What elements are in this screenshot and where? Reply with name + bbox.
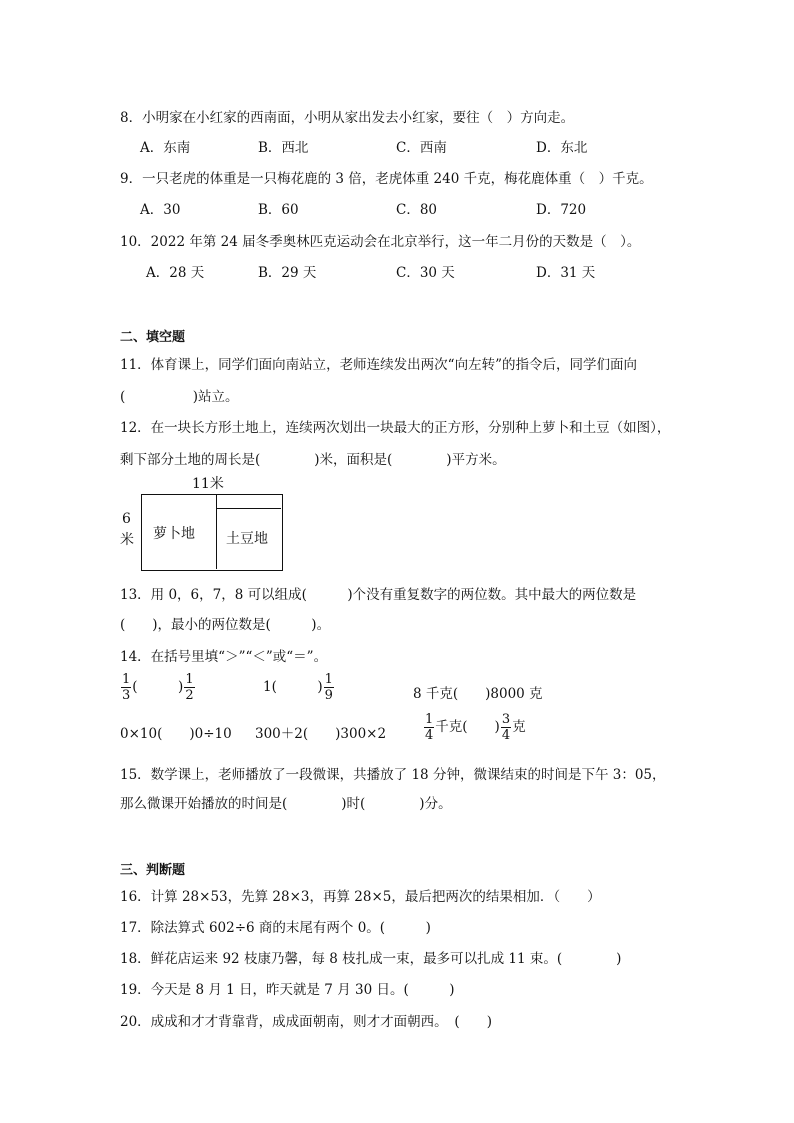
figure-height-label-unit: 米 — [120, 532, 134, 548]
question-15-line-2: 那么微课开始播放的时间是( )时( )分。 — [120, 796, 452, 812]
question-15-line-1: 15．数学课上，老师播放了一段微课，共播放了 18 分钟，微课结束的时间是下午 3：05， — [120, 767, 666, 783]
q9-option-d[interactable]: D．720 — [536, 202, 587, 218]
q8-option-b[interactable]: B．西北 — [258, 140, 309, 156]
question-12-line-2: 剩下部分土地的周长是( )米，面积是( )平方米。 — [120, 452, 506, 468]
fraction-three-quarters: $\frac{3}{4}$ — [501, 712, 511, 743]
figure-height-label-number: 6 — [122, 511, 131, 527]
radish-plot-label: 萝卜地 — [153, 526, 195, 542]
answer-blank[interactable]: 千克( ) — [435, 719, 500, 735]
potato-divider — [216, 508, 281, 509]
q8-option-d[interactable]: D．东北 — [536, 140, 588, 156]
q10-option-d[interactable]: D．31 天 — [536, 265, 596, 281]
compare-row-1-item-3[interactable]: 8 千克( )8000 克 — [413, 686, 543, 702]
question-8-stem: 8．小明家在小红家的西南面，小明从家出发去小红家，要往（ ）方向走。 — [120, 110, 575, 126]
question-10-stem: 10．2022 年第 24 届冬季奥林匹克运动会在北京举行，这一年二月份的天数是（ ）。 — [120, 234, 641, 250]
compare-row-2-item-2[interactable]: 300＋2( )300×2 — [255, 726, 387, 742]
question-19: 19．今天是 8 月 1 日，昨天就是 7 月 30 日。( ) — [120, 982, 455, 998]
compare-row-1-item-2 — [263, 673, 335, 702]
question-11-line-1: 11．体育课上，同学们面向南站立，老师连续发出两次“向左转”的指令后，同学们面向 — [120, 357, 637, 373]
question-17: 17．除法算式 602÷6 商的末尾有两个 0。( ) — [120, 920, 431, 936]
fraction-one-quarter: $\frac{1}{4}$ — [425, 712, 434, 743]
question-13-line-2: ( )，最小的两位数是( )。 — [120, 617, 331, 633]
question-11-line-2: ( )站立。 — [120, 389, 239, 405]
compare-row-2-item-3 — [423, 713, 526, 742]
question-13-line-1: 13．用 0，6，7，8 可以组成( )个没有重复数字的两位数。其中最大的两位数是 — [120, 587, 637, 603]
fraction-one-half: $\frac{1}{2}$ — [185, 672, 194, 703]
question-9-stem: 9．一只老虎的体重是一只梅花鹿的 3 倍，老虎体重 240 千克，梅花鹿体重（ ）千克。 — [120, 171, 653, 187]
question-12-line-1: 12．在一块长方形土地上，连续两次划出一块最大的正方形，分别种上萝卜和土豆（如图）， — [120, 420, 671, 436]
figure-width-label: 11米 — [192, 476, 224, 492]
compare-row-2-item-1[interactable]: 0×10( )0÷10 — [120, 726, 232, 742]
q10-option-b[interactable]: B．29 天 — [258, 265, 317, 281]
q9-option-b[interactable]: B．60 — [258, 202, 299, 218]
q8-option-c[interactable]: C．西南 — [396, 140, 447, 156]
question-16: 16．计算 28×53，先算 28×3，再算 28×5，最后把两次的结果相加．（ ） — [120, 889, 601, 905]
fraction-one-third: $\frac{1}{3}$ — [122, 672, 131, 703]
potato-plot-label: 土豆地 — [226, 531, 268, 547]
q9-option-a[interactable]: A．30 — [140, 202, 181, 218]
q8-option-a[interactable]: A．东南 — [140, 140, 191, 156]
question-14-stem: 14．在括号里填“＞”“＜”或“＝”。 — [120, 649, 328, 665]
section-judgement-title: 三、判断题 — [120, 863, 186, 878]
question-18: 18．鲜花店运来 92 枝康乃馨，每 8 枝扎成一束，最多可以扎成 11 束。( ) — [120, 951, 622, 967]
unit-label: 克 — [512, 719, 526, 735]
question-20: 20．成成和才才背靠背，成成面朝南，则才才面朝西。 ( ) — [120, 1014, 492, 1030]
fraction-one-ninth: $\frac{1}{9}$ — [324, 672, 333, 703]
compare-row-1-item-1 — [120, 673, 196, 702]
section-fill-in-title: 二、填空题 — [120, 330, 186, 345]
answer-blank[interactable]: ( ) — [132, 679, 184, 695]
radish-divider — [216, 494, 217, 569]
answer-blank[interactable]: 1( ) — [263, 679, 323, 695]
q10-option-c[interactable]: C．30 天 — [396, 265, 455, 281]
q9-option-c[interactable]: C．80 — [396, 202, 438, 218]
q10-option-a[interactable]: A．28 天 — [146, 265, 205, 281]
